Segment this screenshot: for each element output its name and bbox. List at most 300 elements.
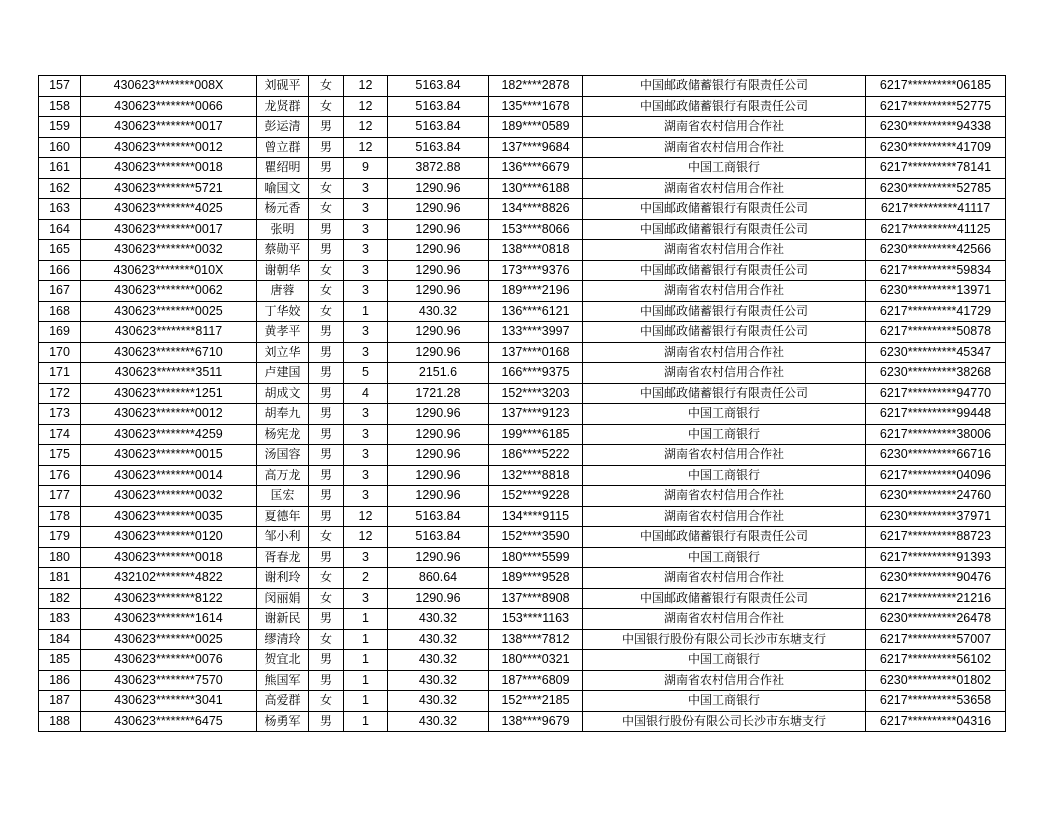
bank-cell: 湖南省农村信用合作社: [583, 363, 866, 384]
row-number-cell: 165: [39, 240, 81, 261]
months-cell: 12: [344, 117, 388, 138]
bank-cell: 湖南省农村信用合作社: [583, 117, 866, 138]
table-body: [39, 76, 1006, 732]
bank-cell: 湖南省农村信用合作社: [583, 568, 866, 589]
row-number-cell: 169: [39, 322, 81, 343]
id-number-cell: 430623********8117: [81, 322, 257, 343]
id-number-cell: 430623********0018: [81, 158, 257, 179]
gender-cell: 男: [309, 424, 344, 445]
months-cell: 12: [344, 137, 388, 158]
amount-cell: 1290.96: [388, 465, 489, 486]
amount-cell: 1290.96: [388, 240, 489, 261]
gender-cell: 男: [309, 322, 344, 343]
gender-cell: 男: [309, 465, 344, 486]
gender-cell: 男: [309, 117, 344, 138]
amount-cell: 860.64: [388, 568, 489, 589]
phone-cell: 137****9684: [489, 137, 583, 158]
bank-cell: 湖南省农村信用合作社: [583, 506, 866, 527]
months-cell: 3: [344, 465, 388, 486]
table-row: [39, 137, 1006, 158]
name-cell: 蔡勋平: [257, 240, 309, 261]
id-number-cell: 430623********0032: [81, 486, 257, 507]
row-number-cell: 170: [39, 342, 81, 363]
id-number-cell: 430623********6710: [81, 342, 257, 363]
name-cell: 闵丽娟: [257, 588, 309, 609]
months-cell: 1: [344, 609, 388, 630]
amount-cell: 430.32: [388, 691, 489, 712]
amount-cell: 5163.84: [388, 527, 489, 548]
months-cell: 3: [344, 588, 388, 609]
id-number-cell: 430623********0014: [81, 465, 257, 486]
bank-cell: 中国邮政储蓄银行有限责任公司: [583, 260, 866, 281]
bank-cell: 湖南省农村信用合作社: [583, 137, 866, 158]
id-number-cell: 430623********0018: [81, 547, 257, 568]
months-cell: 1: [344, 691, 388, 712]
phone-cell: 138****7812: [489, 629, 583, 650]
account-cell: 6217**********38006: [866, 424, 1006, 445]
table-row: [39, 404, 1006, 425]
id-number-cell: 430623********3041: [81, 691, 257, 712]
months-cell: 1: [344, 670, 388, 691]
bank-cell: 中国邮政储蓄银行有限责任公司: [583, 96, 866, 117]
phone-cell: 153****1163: [489, 609, 583, 630]
row-number-cell: 181: [39, 568, 81, 589]
id-number-cell: 430623********0025: [81, 301, 257, 322]
months-cell: 12: [344, 96, 388, 117]
gender-cell: 女: [309, 199, 344, 220]
phone-cell: 137****0168: [489, 342, 583, 363]
phone-cell: 134****8826: [489, 199, 583, 220]
account-cell: 6217**********41729: [866, 301, 1006, 322]
phone-cell: 137****9123: [489, 404, 583, 425]
account-cell: 6217**********94770: [866, 383, 1006, 404]
amount-cell: 1290.96: [388, 588, 489, 609]
row-number-cell: 178: [39, 506, 81, 527]
bank-cell: 中国工商银行: [583, 424, 866, 445]
id-number-cell: 430623********0062: [81, 281, 257, 302]
name-cell: 龙贤群: [257, 96, 309, 117]
row-number-cell: 171: [39, 363, 81, 384]
row-number-cell: 173: [39, 404, 81, 425]
account-cell: 6230**********37971: [866, 506, 1006, 527]
name-cell: 刘立华: [257, 342, 309, 363]
bank-cell: 中国邮政储蓄银行有限责任公司: [583, 219, 866, 240]
id-number-cell: 430623********1251: [81, 383, 257, 404]
name-cell: 丁华姣: [257, 301, 309, 322]
amount-cell: 5163.84: [388, 76, 489, 97]
phone-cell: 152****3203: [489, 383, 583, 404]
account-cell: 6217**********53658: [866, 691, 1006, 712]
months-cell: 3: [344, 281, 388, 302]
row-number-cell: 184: [39, 629, 81, 650]
name-cell: 谢朝华: [257, 260, 309, 281]
account-cell: 6230**********45347: [866, 342, 1006, 363]
bank-cell: 中国银行股份有限公司长沙市东塘支行: [583, 711, 866, 732]
bank-cell: 湖南省农村信用合作社: [583, 670, 866, 691]
name-cell: 高万龙: [257, 465, 309, 486]
bank-cell: 中国邮政储蓄银行有限责任公司: [583, 588, 866, 609]
table-row: [39, 219, 1006, 240]
account-cell: 6217**********57007: [866, 629, 1006, 650]
row-number-cell: 172: [39, 383, 81, 404]
months-cell: 3: [344, 199, 388, 220]
months-cell: 1: [344, 650, 388, 671]
name-cell: 胥春龙: [257, 547, 309, 568]
row-number-cell: 163: [39, 199, 81, 220]
table-row: [39, 301, 1006, 322]
id-number-cell: 430623********0017: [81, 219, 257, 240]
name-cell: 唐蓉: [257, 281, 309, 302]
months-cell: 12: [344, 506, 388, 527]
bank-cell: 中国邮政储蓄银行有限责任公司: [583, 199, 866, 220]
gender-cell: 女: [309, 178, 344, 199]
months-cell: 3: [344, 219, 388, 240]
gender-cell: 女: [309, 588, 344, 609]
account-cell: 6217**********06185: [866, 76, 1006, 97]
phone-cell: 135****1678: [489, 96, 583, 117]
id-number-cell: 430623********0120: [81, 527, 257, 548]
row-number-cell: 174: [39, 424, 81, 445]
account-cell: 6230**********41709: [866, 137, 1006, 158]
id-number-cell: 430623********7570: [81, 670, 257, 691]
months-cell: 3: [344, 322, 388, 343]
phone-cell: 138****9679: [489, 711, 583, 732]
id-number-cell: 430623********0012: [81, 137, 257, 158]
name-cell: 胡成文: [257, 383, 309, 404]
row-number-cell: 179: [39, 527, 81, 548]
phone-cell: 152****3590: [489, 527, 583, 548]
amount-cell: 5163.84: [388, 137, 489, 158]
id-number-cell: 430623********0066: [81, 96, 257, 117]
phone-cell: 166****9375: [489, 363, 583, 384]
amount-cell: 1290.96: [388, 547, 489, 568]
row-number-cell: 157: [39, 76, 81, 97]
months-cell: 1: [344, 711, 388, 732]
months-cell: 3: [344, 547, 388, 568]
table-row: [39, 527, 1006, 548]
name-cell: 熊国军: [257, 670, 309, 691]
row-number-cell: 167: [39, 281, 81, 302]
bank-cell: 湖南省农村信用合作社: [583, 281, 866, 302]
amount-cell: 5163.84: [388, 506, 489, 527]
months-cell: 3: [344, 445, 388, 466]
bank-cell: 中国银行股份有限公司长沙市东塘支行: [583, 629, 866, 650]
data-table: [38, 75, 1006, 732]
amount-cell: 430.32: [388, 301, 489, 322]
row-number-cell: 160: [39, 137, 81, 158]
table-row: [39, 178, 1006, 199]
phone-cell: 189****9528: [489, 568, 583, 589]
name-cell: 汤国容: [257, 445, 309, 466]
phone-cell: 152****9228: [489, 486, 583, 507]
bank-cell: 中国邮政储蓄银行有限责任公司: [583, 383, 866, 404]
amount-cell: 430.32: [388, 711, 489, 732]
gender-cell: 男: [309, 137, 344, 158]
gender-cell: 男: [309, 609, 344, 630]
amount-cell: 1290.96: [388, 178, 489, 199]
name-cell: 邹小利: [257, 527, 309, 548]
gender-cell: 女: [309, 301, 344, 322]
account-cell: 6230**********38268: [866, 363, 1006, 384]
name-cell: 杨元香: [257, 199, 309, 220]
table-row: [39, 568, 1006, 589]
table-row: [39, 96, 1006, 117]
id-number-cell: 430623********4259: [81, 424, 257, 445]
table-row: [39, 322, 1006, 343]
amount-cell: 5163.84: [388, 96, 489, 117]
account-cell: 6217**********04096: [866, 465, 1006, 486]
account-cell: 6230**********01802: [866, 670, 1006, 691]
name-cell: 曾立群: [257, 137, 309, 158]
account-cell: 6230**********90476: [866, 568, 1006, 589]
account-cell: 6217**********21216: [866, 588, 1006, 609]
months-cell: 5: [344, 363, 388, 384]
bank-cell: 中国工商银行: [583, 691, 866, 712]
name-cell: 匡宏: [257, 486, 309, 507]
id-number-cell: 430623********0035: [81, 506, 257, 527]
months-cell: 3: [344, 486, 388, 507]
amount-cell: 3872.88: [388, 158, 489, 179]
table-row: [39, 383, 1006, 404]
account-cell: 6230**********66716: [866, 445, 1006, 466]
months-cell: 3: [344, 178, 388, 199]
amount-cell: 1290.96: [388, 281, 489, 302]
months-cell: 2: [344, 568, 388, 589]
name-cell: 张明: [257, 219, 309, 240]
id-number-cell: 430623********0025: [81, 629, 257, 650]
id-number-cell: 430623********0017: [81, 117, 257, 138]
gender-cell: 男: [309, 240, 344, 261]
row-number-cell: 187: [39, 691, 81, 712]
table-row: [39, 506, 1006, 527]
name-cell: 瞿绍明: [257, 158, 309, 179]
table-row: [39, 199, 1006, 220]
table-row: [39, 117, 1006, 138]
id-number-cell: 430623********0015: [81, 445, 257, 466]
id-number-cell: 430623********0012: [81, 404, 257, 425]
amount-cell: 430.32: [388, 609, 489, 630]
bank-cell: 湖南省农村信用合作社: [583, 342, 866, 363]
months-cell: 1: [344, 301, 388, 322]
account-cell: 6217**********99448: [866, 404, 1006, 425]
account-cell: 6217**********56102: [866, 650, 1006, 671]
gender-cell: 女: [309, 76, 344, 97]
gender-cell: 女: [309, 281, 344, 302]
row-number-cell: 162: [39, 178, 81, 199]
id-number-cell: 430623********3511: [81, 363, 257, 384]
bank-cell: 中国邮政储蓄银行有限责任公司: [583, 527, 866, 548]
account-cell: 6217**********59834: [866, 260, 1006, 281]
amount-cell: 1290.96: [388, 260, 489, 281]
account-cell: 6217**********41117: [866, 199, 1006, 220]
bank-cell: 中国工商银行: [583, 547, 866, 568]
gender-cell: 男: [309, 711, 344, 732]
bank-cell: 中国邮政储蓄银行有限责任公司: [583, 76, 866, 97]
table-row: [39, 424, 1006, 445]
name-cell: 杨宪龙: [257, 424, 309, 445]
gender-cell: 女: [309, 527, 344, 548]
row-number-cell: 185: [39, 650, 81, 671]
phone-cell: 187****6809: [489, 670, 583, 691]
name-cell: 夏德年: [257, 506, 309, 527]
phone-cell: 138****0818: [489, 240, 583, 261]
phone-cell: 189****0589: [489, 117, 583, 138]
id-number-cell: 430623********010X: [81, 260, 257, 281]
row-number-cell: 176: [39, 465, 81, 486]
phone-cell: 137****8908: [489, 588, 583, 609]
table-row: [39, 363, 1006, 384]
amount-cell: 1721.28: [388, 383, 489, 404]
row-number-cell: 158: [39, 96, 81, 117]
id-number-cell: 430623********8122: [81, 588, 257, 609]
months-cell: 12: [344, 527, 388, 548]
phone-cell: 173****9376: [489, 260, 583, 281]
account-cell: 6230**********94338: [866, 117, 1006, 138]
bank-cell: 中国邮政储蓄银行有限责任公司: [583, 322, 866, 343]
row-number-cell: 166: [39, 260, 81, 281]
table-row: [39, 670, 1006, 691]
amount-cell: 1290.96: [388, 445, 489, 466]
name-cell: 缪清玲: [257, 629, 309, 650]
months-cell: 3: [344, 260, 388, 281]
account-cell: 6230**********52785: [866, 178, 1006, 199]
id-number-cell: 430623********008X: [81, 76, 257, 97]
gender-cell: 男: [309, 363, 344, 384]
amount-cell: 1290.96: [388, 199, 489, 220]
amount-cell: 1290.96: [388, 322, 489, 343]
amount-cell: 1290.96: [388, 404, 489, 425]
phone-cell: 152****2185: [489, 691, 583, 712]
gender-cell: 男: [309, 670, 344, 691]
account-cell: 6230**********13971: [866, 281, 1006, 302]
bank-cell: 湖南省农村信用合作社: [583, 445, 866, 466]
phone-cell: 153****8066: [489, 219, 583, 240]
bank-cell: 中国工商银行: [583, 650, 866, 671]
table-row: [39, 260, 1006, 281]
table-row: [39, 240, 1006, 261]
gender-cell: 男: [309, 486, 344, 507]
id-number-cell: 430623********4025: [81, 199, 257, 220]
name-cell: 谢新民: [257, 609, 309, 630]
row-number-cell: 175: [39, 445, 81, 466]
account-cell: 6217**********91393: [866, 547, 1006, 568]
table-row: [39, 547, 1006, 568]
amount-cell: 1290.96: [388, 219, 489, 240]
account-cell: 6217**********88723: [866, 527, 1006, 548]
phone-cell: 186****5222: [489, 445, 583, 466]
phone-cell: 189****2196: [489, 281, 583, 302]
amount-cell: 430.32: [388, 650, 489, 671]
gender-cell: 男: [309, 445, 344, 466]
account-cell: 6217**********78141: [866, 158, 1006, 179]
row-number-cell: 182: [39, 588, 81, 609]
months-cell: 3: [344, 424, 388, 445]
gender-cell: 男: [309, 547, 344, 568]
bank-cell: 湖南省农村信用合作社: [583, 240, 866, 261]
gender-cell: 男: [309, 383, 344, 404]
phone-cell: 180****5599: [489, 547, 583, 568]
name-cell: 高爱群: [257, 691, 309, 712]
bank-cell: 中国工商银行: [583, 465, 866, 486]
gender-cell: 男: [309, 650, 344, 671]
bank-cell: 湖南省农村信用合作社: [583, 486, 866, 507]
gender-cell: 女: [309, 260, 344, 281]
phone-cell: 132****8818: [489, 465, 583, 486]
months-cell: 3: [344, 240, 388, 261]
name-cell: 贺宜北: [257, 650, 309, 671]
table-row: [39, 76, 1006, 97]
phone-cell: 133****3997: [489, 322, 583, 343]
account-cell: 6230**********24760: [866, 486, 1006, 507]
bank-cell: 湖南省农村信用合作社: [583, 609, 866, 630]
name-cell: 卢建国: [257, 363, 309, 384]
name-cell: 黄孝平: [257, 322, 309, 343]
row-number-cell: 159: [39, 117, 81, 138]
table-row: [39, 465, 1006, 486]
id-number-cell: 430623********5721: [81, 178, 257, 199]
bank-cell: 中国邮政储蓄银行有限责任公司: [583, 301, 866, 322]
months-cell: 4: [344, 383, 388, 404]
bank-cell: 湖南省农村信用合作社: [583, 178, 866, 199]
gender-cell: 女: [309, 629, 344, 650]
gender-cell: 男: [309, 158, 344, 179]
phone-cell: 199****6185: [489, 424, 583, 445]
table-row: [39, 445, 1006, 466]
gender-cell: 女: [309, 568, 344, 589]
row-number-cell: 161: [39, 158, 81, 179]
months-cell: 3: [344, 404, 388, 425]
months-cell: 9: [344, 158, 388, 179]
table-row: [39, 342, 1006, 363]
table-row: [39, 281, 1006, 302]
account-cell: 6230**********26478: [866, 609, 1006, 630]
amount-cell: 1290.96: [388, 342, 489, 363]
id-number-cell: 430623********0032: [81, 240, 257, 261]
row-number-cell: 164: [39, 219, 81, 240]
phone-cell: 136****6679: [489, 158, 583, 179]
table-row: [39, 711, 1006, 732]
gender-cell: 男: [309, 506, 344, 527]
phone-cell: 180****0321: [489, 650, 583, 671]
bank-cell: 中国工商银行: [583, 158, 866, 179]
phone-cell: 136****6121: [489, 301, 583, 322]
amount-cell: 2151.6: [388, 363, 489, 384]
phone-cell: 130****6188: [489, 178, 583, 199]
gender-cell: 男: [309, 342, 344, 363]
account-cell: 6217**********04316: [866, 711, 1006, 732]
name-cell: 胡奉九: [257, 404, 309, 425]
table-row: [39, 691, 1006, 712]
table-row: [39, 588, 1006, 609]
bank-cell: 中国工商银行: [583, 404, 866, 425]
table-row: [39, 650, 1006, 671]
row-number-cell: 180: [39, 547, 81, 568]
amount-cell: 5163.84: [388, 117, 489, 138]
row-number-cell: 183: [39, 609, 81, 630]
months-cell: 3: [344, 342, 388, 363]
amount-cell: 430.32: [388, 629, 489, 650]
account-cell: 6217**********52775: [866, 96, 1006, 117]
id-number-cell: 430623********0076: [81, 650, 257, 671]
row-number-cell: 177: [39, 486, 81, 507]
id-number-cell: 432102********4822: [81, 568, 257, 589]
table-row: [39, 158, 1006, 179]
name-cell: 刘砚平: [257, 76, 309, 97]
table-row: [39, 486, 1006, 507]
gender-cell: 男: [309, 219, 344, 240]
amount-cell: 1290.96: [388, 486, 489, 507]
name-cell: 杨勇军: [257, 711, 309, 732]
